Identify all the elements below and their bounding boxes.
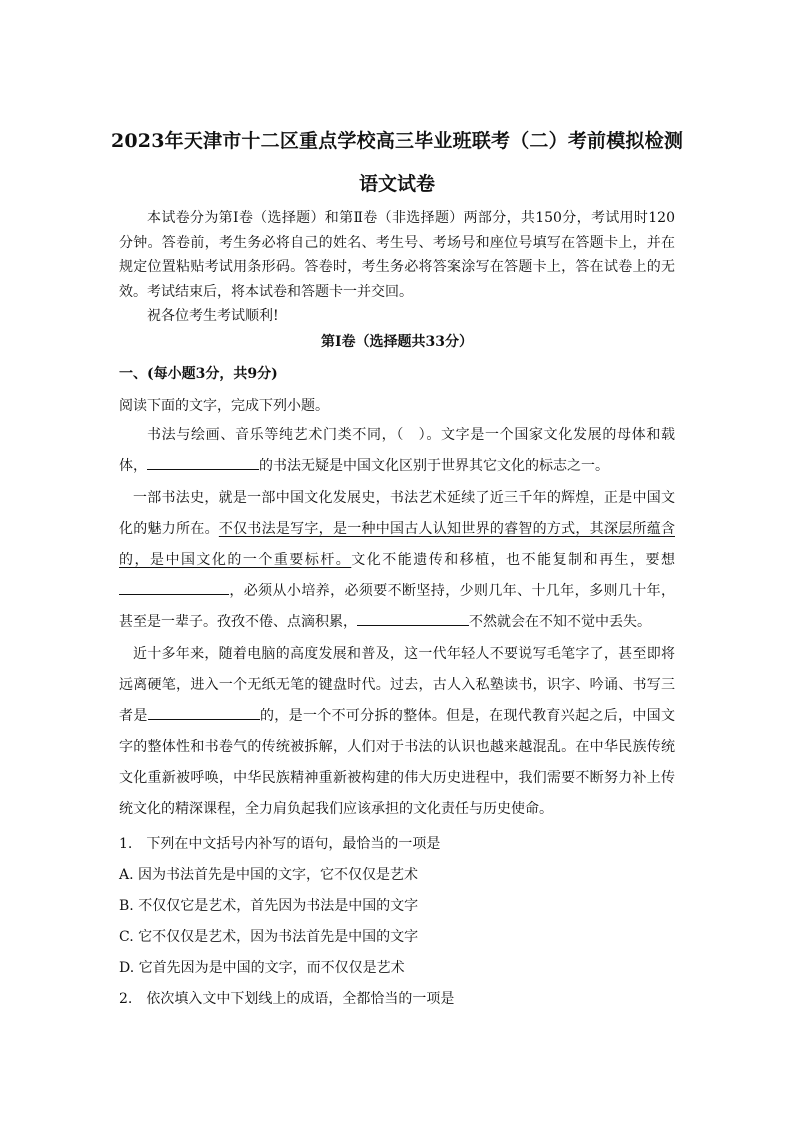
- good-luck-line: 祝各位考生考试顺利!: [147, 308, 279, 324]
- reading-instruction: 阅读下面的文字，完成下列小题。: [119, 398, 329, 414]
- question-1-option-d: D. 它首先因为是中国的文字，而不仅仅是艺术: [119, 960, 405, 976]
- passage-text: 的，是一个不可分拆的整体。但是，在现代教育兴起之后，中国文字的整体性和书卷气的传统被拆解，人们对于书法的认识也越来越混乱。在中华民族传统文化重新被呼唤，中华民族精神重新被构建的伟大历史进程中，我们需要不断努力补上传统文化的精深课程，全力肩负起我们应该承担的文化责任与历史使命。: [119, 708, 676, 817]
- passage-text: 文化不能遗传和移植，也不能复制和再生，要想: [351, 552, 676, 568]
- exam-instructions: 本试卷分为第Ⅰ卷（选择题）和第Ⅱ卷（非选择题）两部分，共150分，考试用时120分钟。答卷前，考生务必将自己的姓名、考生号、考场号和座位号填写在答题卡上，并在规定位置粘贴考试用条形码。答卷时，考生务必将答案涂写在答题卡上，答在试卷上的无效。考试结束后，将本试卷和答题卡一并交回。: [119, 210, 675, 300]
- passage-text: 近十多年来，随着电脑的高度发展和普及，这一代年轻人不要说写毛笔字了，甚至即将远离硬笔，进入一个无纸无笔的键盘时代。过去，古人入私塾读书，识字、吟诵、书写三者是: [119, 646, 675, 724]
- question-1-stem: 1. 下列在中文括号内补写的语句，最恰当的一项是: [119, 836, 441, 852]
- fill-in-blank: [119, 580, 229, 595]
- section-one-header: 一、(每小题3分，共9分): [119, 366, 278, 382]
- passage-text: ，必须从小培养，必须要不断坚持，少则几年、十几年，多则几十年，甚至是一辈子。孜孜不倦、点滴积累，: [119, 583, 675, 630]
- passage-paragraph-2: [119, 483, 675, 638]
- passage-text: 书法与绘画、音乐等纯艺术门类不同，（ ）。文字是一个国家文化发展的母体和载体，: [119, 427, 675, 474]
- question-1-option-c: C. 它不仅仅是艺术，因为书法首先是中国的文字: [119, 929, 419, 945]
- question-2-stem: 2. 依次填入文中下划线上的成语，全都恰当的一项是: [119, 991, 455, 1007]
- question-1-option-a: A. 因为书法首先是中国的文字，它不仅仅是艺术: [119, 867, 419, 883]
- passage-text: 不然就会在不知不觉中丢失。: [469, 614, 651, 630]
- fill-in-blank: [148, 705, 260, 720]
- underlined-sentence: 不仅书法是写字，是一种中国古人认知世界的睿智的方式，其深层所蕴含的，是中国文化的一个重要标杆。: [119, 521, 675, 568]
- passage-paragraph-3: [119, 639, 675, 825]
- passage-text: 的书法无疑是中国文化区别于世界其它文化的标志之一。: [259, 458, 609, 474]
- fill-in-blank: [147, 455, 259, 470]
- part-one-header: 第Ⅰ卷（选择题共33分）: [320, 334, 474, 350]
- passage-paragraph-1: [119, 420, 675, 482]
- fill-in-blank: [357, 611, 469, 626]
- question-1-option-b: B. 不仅仅它是艺术，首先因为书法是中国的文字: [119, 898, 419, 914]
- passage-text: 一部书法史，就是一部中国文化发展史，书法艺术延续了近三千年的辉煌，正是中国文化的魅力所在。: [119, 490, 675, 537]
- exam-subtitle: 语文试卷: [358, 173, 435, 195]
- exam-title: 2023年天津市十二区重点学校高三毕业班联考（二）考前模拟检测: [110, 130, 684, 152]
